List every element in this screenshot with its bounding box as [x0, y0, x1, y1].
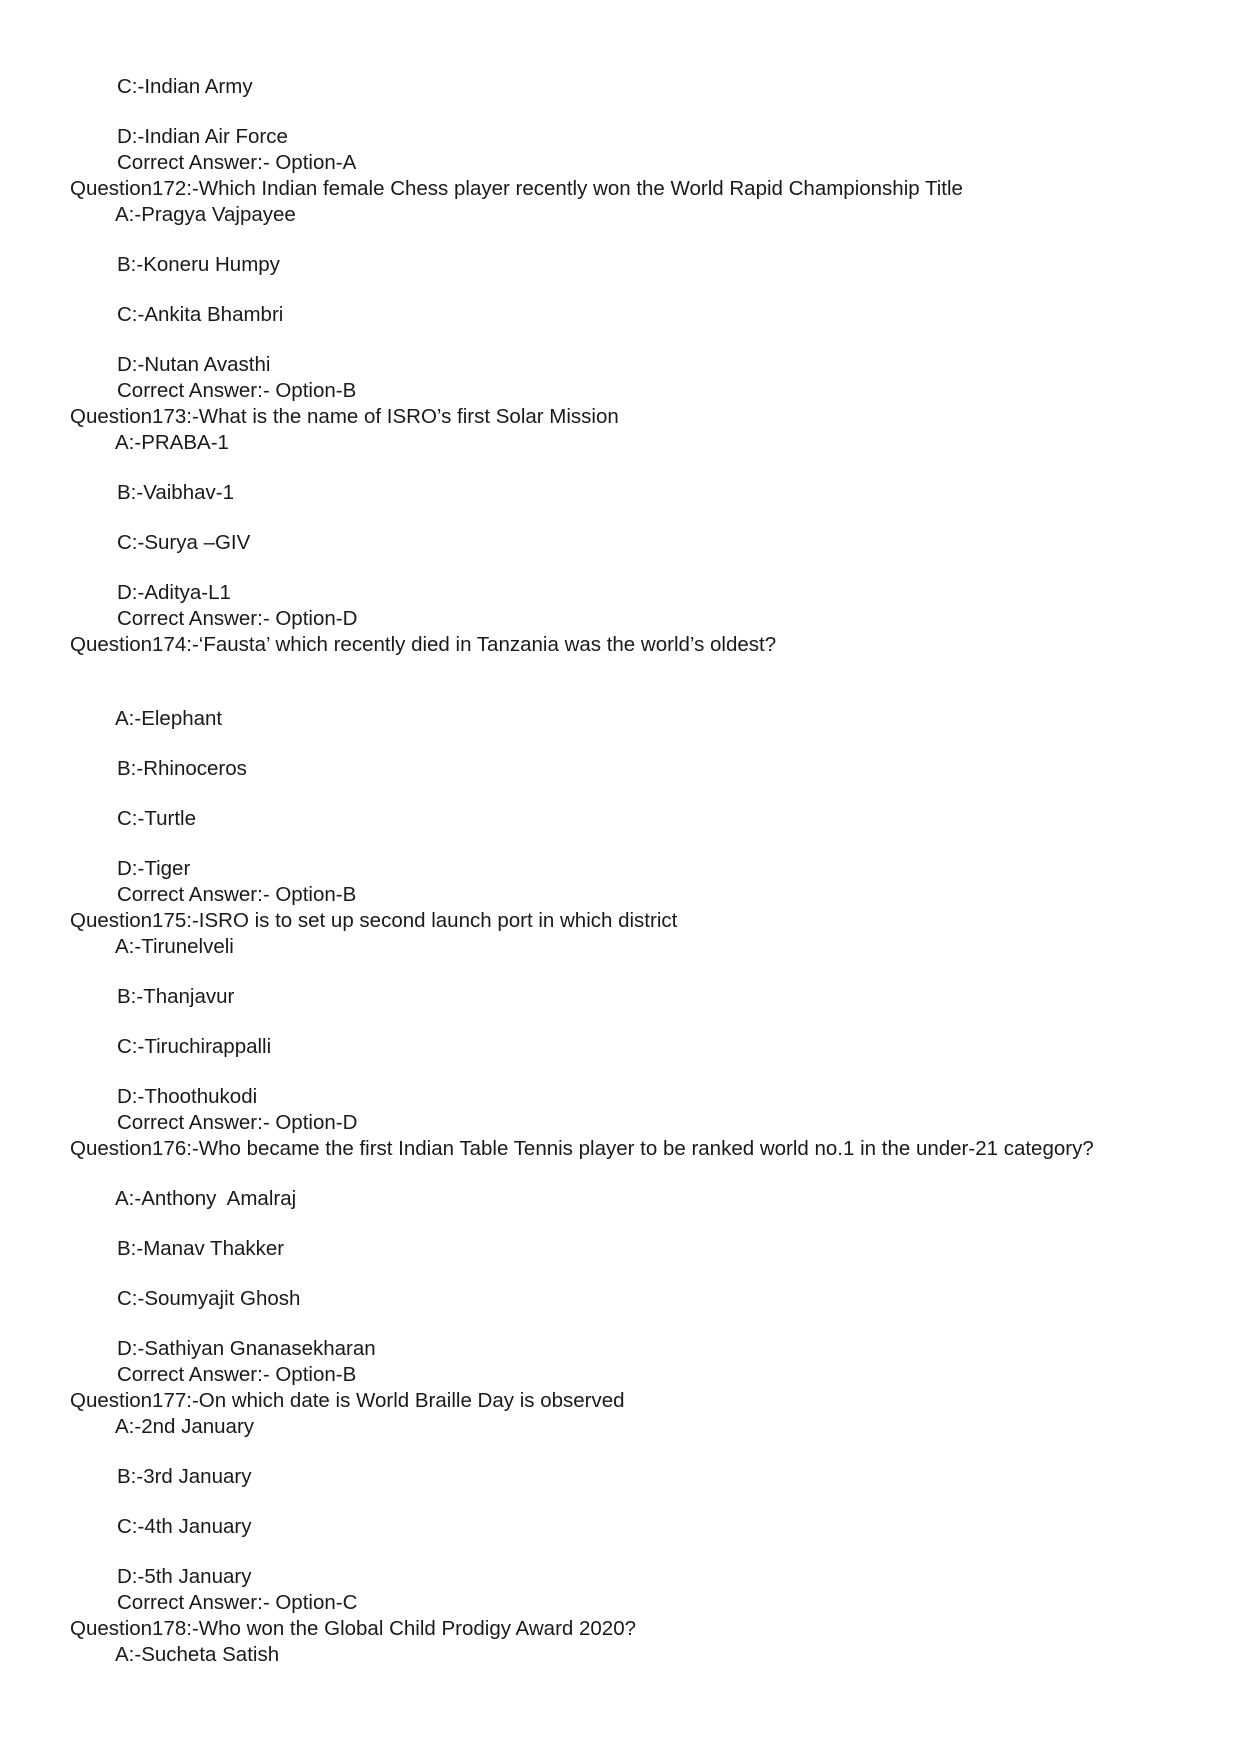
- option-text: D:-Nutan Avasthi: [117, 353, 271, 376]
- option-text: B:-Koneru Humpy: [117, 253, 280, 276]
- option-text: D:-Aditya-L1: [117, 581, 231, 604]
- correct-answer-text: Correct Answer:- Option-A: [117, 151, 357, 174]
- option-text: B:-Manav Thakker: [117, 1237, 285, 1260]
- question-text: Question175:-ISRO is to set up second launch port in which district: [70, 909, 678, 932]
- option-text: A:-Sucheta Satish: [115, 1643, 280, 1666]
- question-text: Question174:-‘Fausta’ which recently died in Tanzania was the world’s oldest?: [70, 633, 777, 656]
- option-text: D:-Sathiyan Gnanasekharan: [117, 1337, 376, 1360]
- option-text: C:-Indian Army: [117, 75, 253, 98]
- option-text: C:-4th January: [117, 1515, 252, 1538]
- option-text: A:-Tirunelveli: [115, 935, 234, 958]
- question-text: Question178:-Who won the Global Child Prodigy Award 2020?: [70, 1617, 636, 1640]
- correct-answer-text: Correct Answer:- Option-B: [117, 1363, 357, 1386]
- option-text: A:-Elephant: [115, 707, 223, 730]
- correct-answer-text: Correct Answer:- Option-B: [117, 379, 357, 402]
- correct-answer-text: Correct Answer:- Option-B: [117, 883, 357, 906]
- question-text: Question176:-Who became the first Indian Table Tennis player to be ranked world no.1 in the under-21 category?: [70, 1137, 1094, 1160]
- correct-answer-text: Correct Answer:- Option-C: [117, 1591, 358, 1614]
- correct-answer-text: Correct Answer:- Option-D: [117, 607, 358, 630]
- option-text: A:-PRABA-1: [115, 431, 229, 454]
- option-text: D:-5th January: [117, 1565, 252, 1588]
- option-text: A:-2nd January: [115, 1415, 255, 1438]
- option-text: B:-3rd January: [117, 1465, 252, 1488]
- option-text: B:-Vaibhav-1: [117, 481, 234, 504]
- option-text: C:-Ankita Bhambri: [117, 303, 284, 326]
- option-text: B:-Thanjavur: [117, 985, 235, 1008]
- option-text: D:-Indian Air Force: [117, 125, 288, 148]
- option-text: C:-Surya –GIV: [117, 531, 251, 554]
- option-text: C:-Turtle: [117, 807, 196, 830]
- option-text: A:-Pragya Vajpayee: [115, 203, 296, 226]
- option-text: D:-Thoothukodi: [117, 1085, 258, 1108]
- option-text: A:-Anthony Amalraj: [115, 1187, 297, 1210]
- option-text: C:-Soumyajit Ghosh: [117, 1287, 301, 1310]
- question-text: Question177:-On which date is World Braille Day is observed: [70, 1389, 625, 1412]
- question-text: Question173:-What is the name of ISRO’s first Solar Mission: [70, 405, 619, 428]
- option-text: D:-Tiger: [117, 857, 191, 880]
- correct-answer-text: Correct Answer:- Option-D: [117, 1111, 358, 1134]
- option-text: B:-Rhinoceros: [117, 757, 247, 780]
- option-text: C:-Tiruchirappalli: [117, 1035, 272, 1058]
- question-text: Question172:-Which Indian female Chess player recently won the World Rapid Championship Title: [70, 177, 963, 200]
